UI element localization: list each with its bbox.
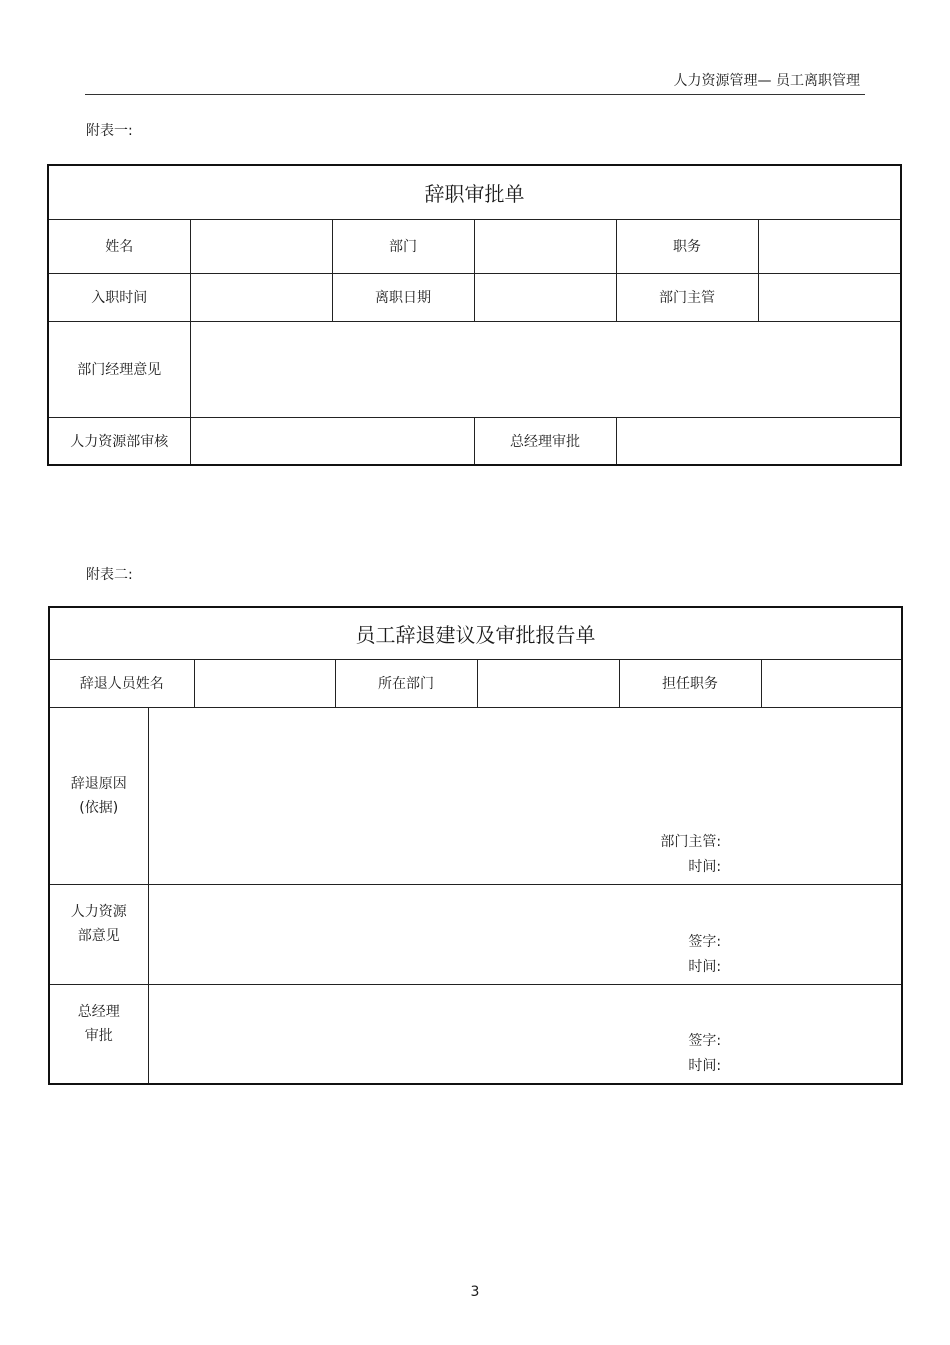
dismissal-reason-field[interactable] — [148, 707, 902, 884]
gm-label-line2: 审批 — [84, 1027, 113, 1044]
page-header-title: 人力资源管理— 员工离职管理 — [673, 73, 860, 89]
dismissal-reason-label — [49, 707, 148, 884]
form1-title: 辞职审批单 — [48, 165, 901, 219]
hire-date-label: 入职时间 — [48, 273, 190, 321]
gm-sign-label: 签字: — [688, 1033, 722, 1049]
name-label: 姓名 — [48, 219, 190, 273]
current-dept-label: 所在部门 — [335, 659, 477, 707]
appendix1-label: 附表一: — [86, 123, 133, 139]
reason-signature-block — [660, 830, 721, 880]
hr-review-field[interactable] — [190, 417, 474, 465]
gm-approval-field[interactable] — [616, 417, 901, 465]
hr-opinion-label-line1: 人力资源 — [70, 904, 127, 920]
department-label: 部门 — [332, 219, 474, 273]
held-position-label: 担任职务 — [619, 659, 761, 707]
leave-date-field[interactable] — [474, 273, 616, 321]
dismissal-reason-label-line2: (依据) — [79, 799, 119, 816]
hr-sign-label: 签字: — [688, 933, 722, 950]
supervisor-sign-label: 部门主管: — [660, 833, 722, 850]
form2-title: 员工辞退建议及审批报告单 — [49, 607, 902, 659]
gm-approval-label-2 — [49, 984, 148, 1084]
gm-time-label: 时间: — [688, 1058, 722, 1074]
hr-opinion-label — [49, 884, 148, 984]
gm-approval-label: 总经理审批 — [474, 417, 616, 465]
supervisor-label: 部门主管 — [616, 273, 758, 321]
reason-time-label: 时间: — [688, 858, 722, 875]
dismissed-name-label: 辞退人员姓名 — [49, 659, 194, 707]
department-field[interactable] — [474, 219, 616, 273]
position-label: 职务 — [616, 219, 758, 273]
gm-label-line1: 总经理 — [77, 1003, 120, 1020]
hire-date-field[interactable] — [190, 273, 332, 321]
held-position-field[interactable] — [761, 659, 902, 707]
page-number: 3 — [470, 1284, 480, 1300]
hr-opinion-label-line2: 部意见 — [77, 928, 120, 944]
hr-signature-block — [688, 930, 721, 980]
gm-signature-block — [688, 1029, 721, 1079]
resignation-approval-form — [47, 164, 902, 466]
manager-opinion-field[interactable] — [190, 321, 901, 417]
appendix2-label: 附表二: — [86, 567, 133, 583]
header-divider — [85, 94, 865, 95]
dismissed-name-field[interactable] — [194, 659, 335, 707]
supervisor-field[interactable] — [758, 273, 901, 321]
hr-time-label: 时间: — [688, 958, 722, 975]
dismissal-report-form — [48, 606, 903, 1085]
name-field[interactable] — [190, 219, 332, 273]
hr-review-label: 人力资源部审核 — [48, 417, 190, 465]
position-field[interactable] — [758, 219, 901, 273]
current-dept-field[interactable] — [477, 659, 619, 707]
dismissal-reason-label-line1: 辞退原因 — [70, 775, 127, 792]
hr-opinion-field[interactable] — [148, 884, 902, 984]
gm-approval-field-2[interactable] — [148, 984, 902, 1084]
manager-opinion-label: 部门经理意见 — [48, 321, 190, 417]
leave-date-label: 离职日期 — [332, 273, 474, 321]
